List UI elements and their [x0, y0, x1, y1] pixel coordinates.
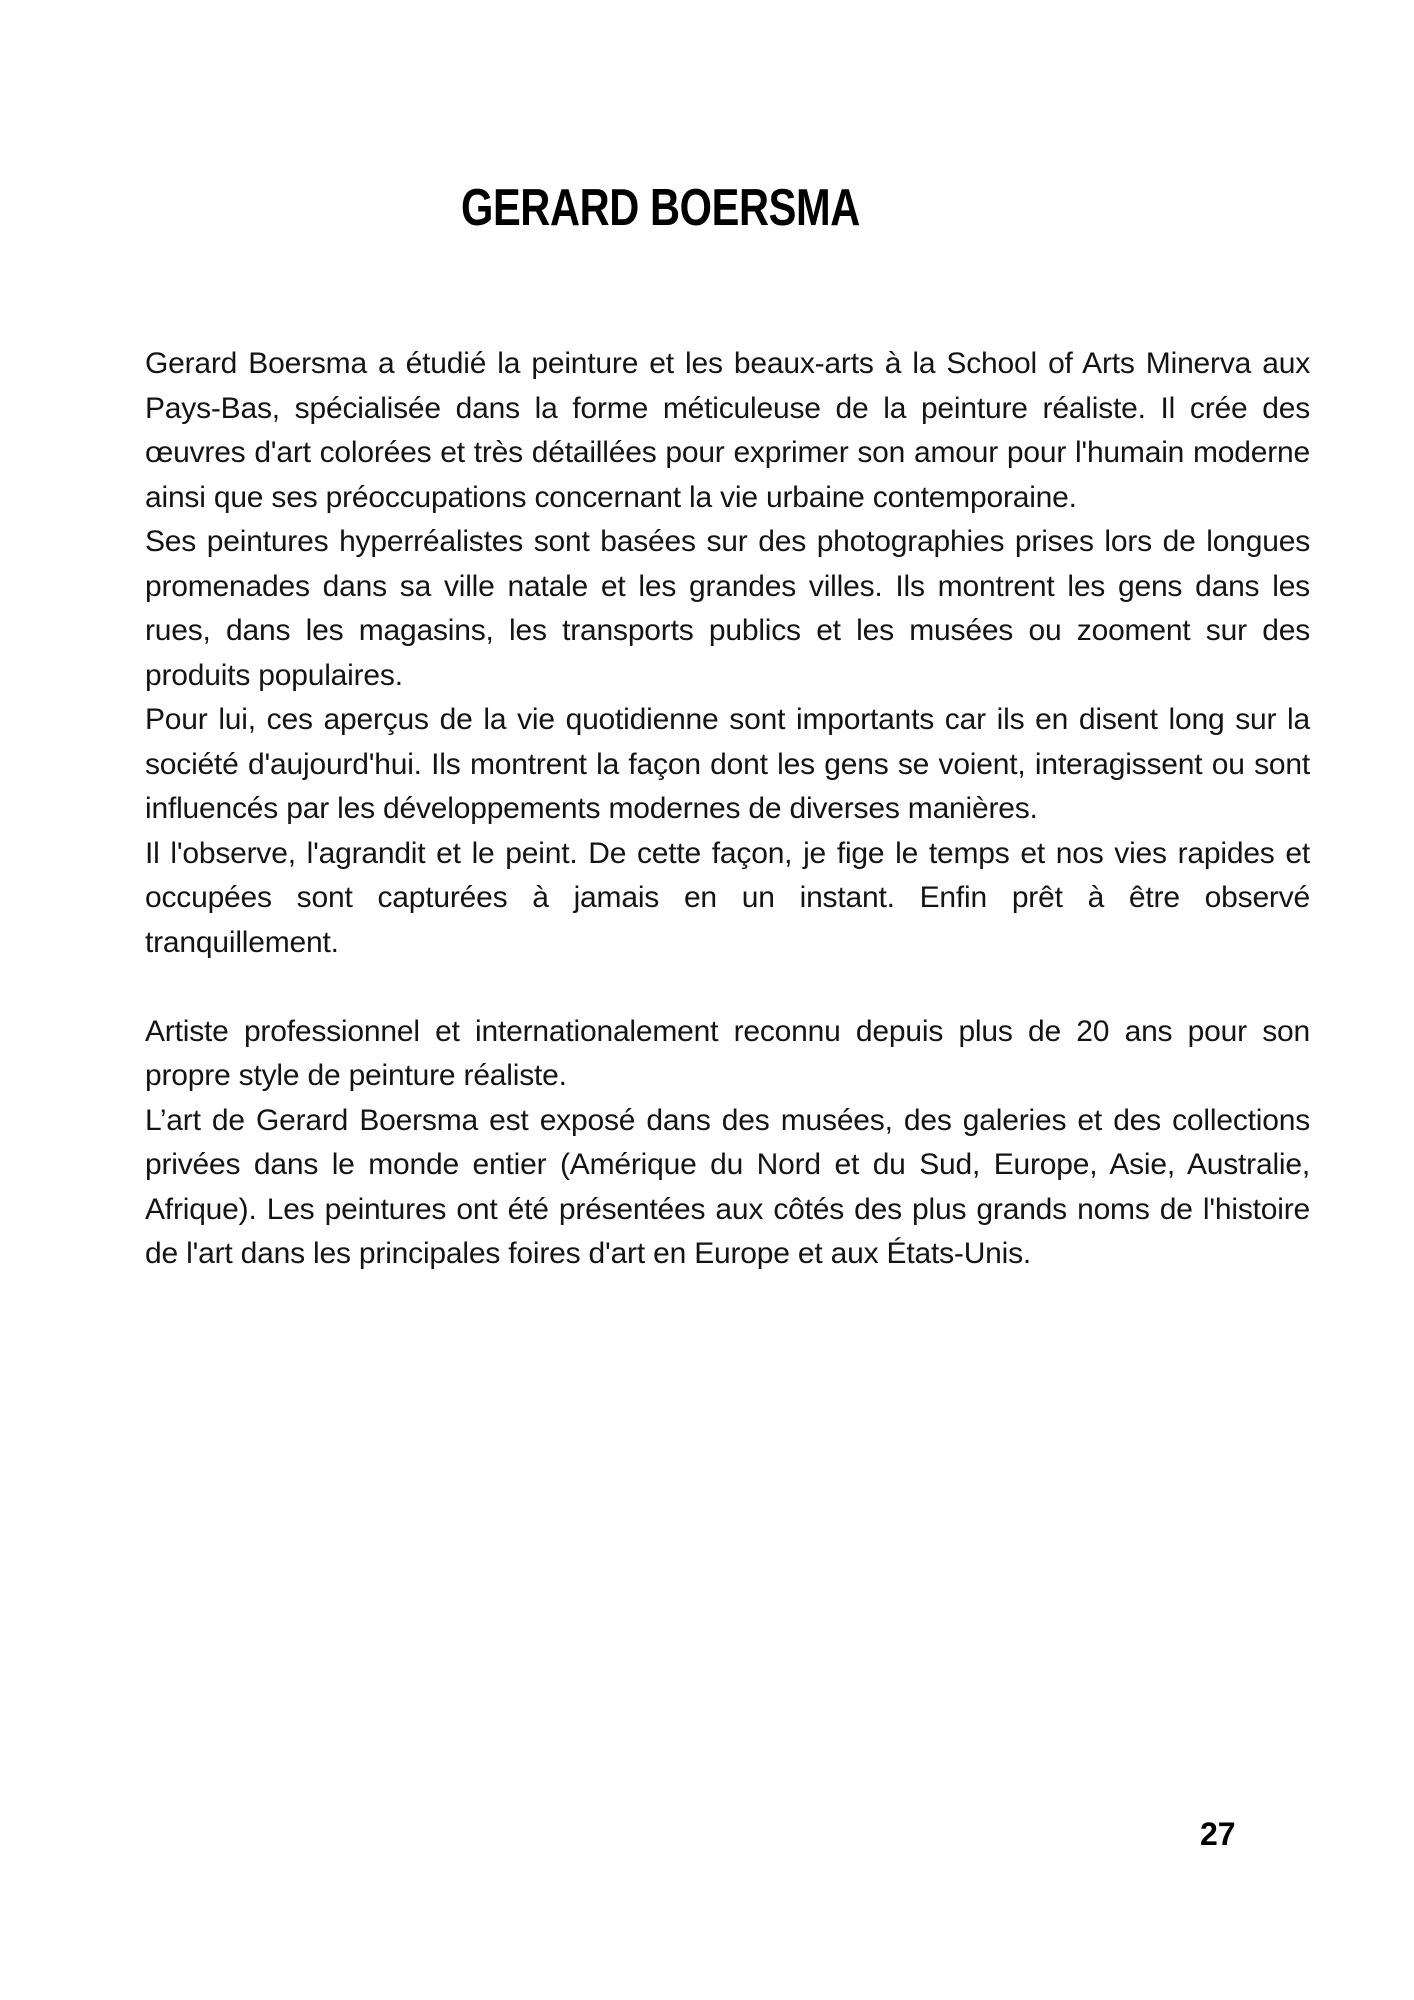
paragraph: Il l'observe, l'agrandit et le peint. De cette façon, je fige le temps et nos vies rapides et occupées sont capturées à jamais en un instant. Enfin prêt à être observé tranquillement. — [145, 836, 1310, 959]
page-title: GERARD BOERSMA — [461, 179, 860, 237]
paragraph: Artiste professionnel et internationalement reconnu depuis plus de 20 ans pour son propre style de peinture réaliste. — [145, 1014, 1310, 1092]
paragraph: Gerard Boersma a étudié la peinture et les beaux-arts à la School of Arts Minerva aux Pays-Bas, spécialisée dans la forme méticuleuse de la peinture réaliste. Il crée des œuvres d'art colorées et très détaillées pour exprimer son amour pour l'humain moderne ainsi que ses préoccupations concernant la vie urbaine contemporaine. — [145, 347, 1310, 514]
body-text — [145, 342, 1310, 1277]
page-number: 27 — [1200, 1816, 1236, 1852]
paragraph: Ses peintures hyperréalistes sont basées sur des photographies prises lors de longues promenades dans sa ville natale et les grandes villes. Ils montrent les gens dans les rues, dans les magasins, les transports publics et les musées ou zooment sur des produits populaires. — [145, 525, 1310, 692]
paragraph: L’art de Gerard Boersma est exposé dans des musées, des galeries et des collections privées dans le monde entier (Amérique du Nord et du Sud, Europe, Asie, Australie, Afrique). Les peintures ont été présentées aux côtés des plus grands noms de l'histoire de l'art dans les principales foires d'art en Europe et aux États-Unis. — [145, 1103, 1310, 1270]
paragraph: Pour lui, ces aperçus de la vie quotidienne sont importants car ils en disent long sur la société d'aujourd'hui. Ils montrent la façon dont les gens se voient, interagissent ou sont influencés par les développements modernes de diverses manières. — [145, 703, 1310, 825]
